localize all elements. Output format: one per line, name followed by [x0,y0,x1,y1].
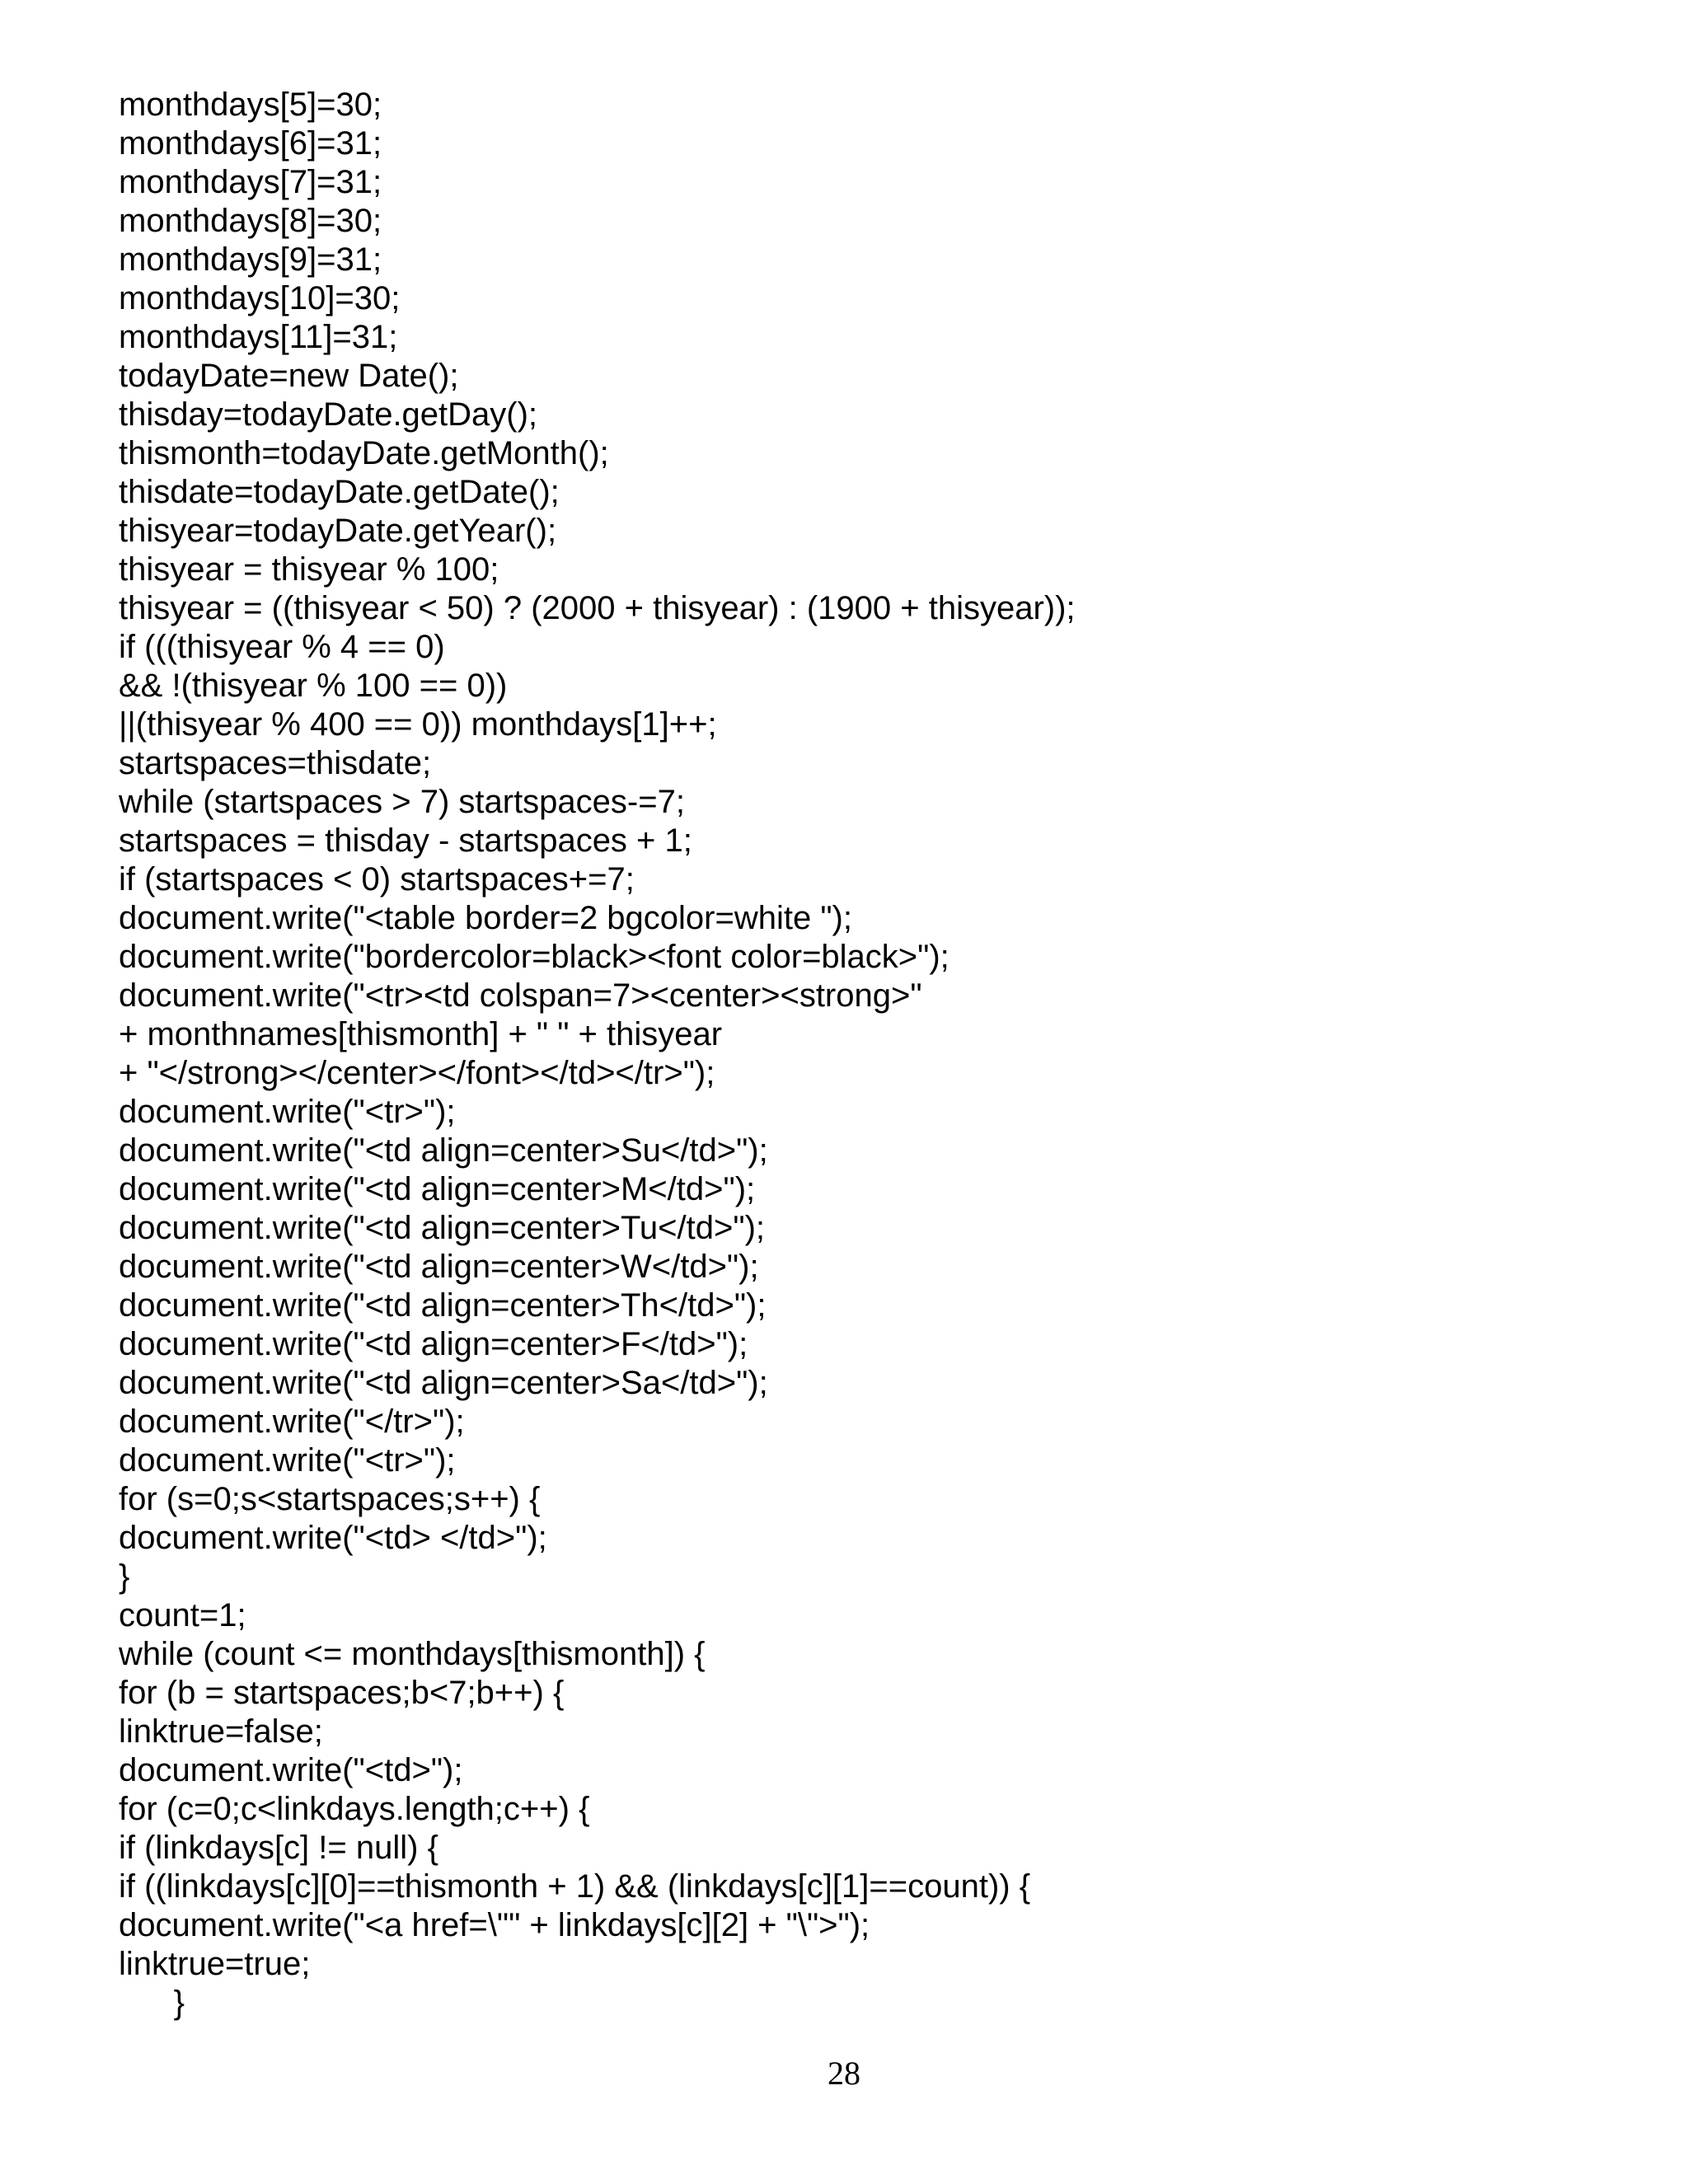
code-line: thisday=todayDate.getDay(); [119,396,538,433]
code-line: if (linkdays[c] != null) { [119,1830,438,1866]
code-line: document.write("<tr><td colspan=7><center><strong>" [119,977,922,1014]
code-line: document.write("<td align=center>Su</td>"); [119,1132,768,1169]
code-line: document.write("<td align=center>M</td>"); [119,1171,756,1207]
code-line: && !(thisyear % 100 == 0)) [119,668,508,704]
code-line: if (((thisyear % 4 == 0) [119,629,445,665]
code-line: document.write("<td align=center>F</td>"); [119,1326,748,1362]
code-line: monthdays[7]=31; [119,164,382,200]
code-line: startspaces = thisday - startspaces + 1; [119,823,692,859]
code-line: if (startspaces < 0) startspaces+=7; [119,861,635,898]
code-line: todayDate=new Date(); [119,358,459,394]
code-line: monthdays[11]=31; [119,319,398,355]
code-line: while (startspaces > 7) startspaces-=7; [119,784,685,820]
code-line: startspaces=thisdate; [119,745,432,781]
code-line: + monthnames[thismonth] + " " + thisyear [119,1016,723,1052]
code-line: monthdays[9]=31; [119,241,382,278]
code-line: document.write("<a href=\"" + linkdays[c][2] + "\">"); [119,1907,870,1943]
code-line: while (count <= monthdays[thismonth]) { [119,1636,706,1672]
code-line: } [119,1558,130,1595]
code-line: document.write("<td align=center>Th</td>"); [119,1287,767,1324]
code-line: document.write("<tr>"); [119,1442,456,1479]
code-line: document.write("<tr>"); [119,1094,456,1130]
code-line: for (b = startspaces;b<7;b++) { [119,1675,565,1711]
code-line: monthdays[10]=30; [119,280,401,316]
code-line: thisyear=todayDate.getYear(); [119,513,557,549]
code-line: + "</strong></center></font></td></tr>"); [119,1055,715,1091]
code-line: document.write("<td align=center>Tu</td>"); [119,1210,766,1246]
code-line: } [119,1985,185,2021]
page-number: 28 [828,2055,860,2092]
code-line: document.write("<td align=center>W</td>"); [119,1249,759,1285]
code-line: thisdate=todayDate.getDate(); [119,474,560,510]
code-line: document.write("</tr>"); [119,1404,465,1440]
code-line: document.write("<td> </td>"); [119,1520,547,1556]
code-line: thismonth=todayDate.getMonth(); [119,435,609,471]
code-line: ||(thisyear % 400 == 0)) monthdays[1]++; [119,706,717,743]
code-line: for (c=0;c<linkdays.length;c++) { [119,1791,590,1827]
code-line: for (s=0;s<startspaces;s++) { [119,1481,541,1517]
code-listing [119,86,1643,2022]
code-line: thisyear = thisyear % 100; [119,551,499,588]
code-line: count=1; [119,1597,246,1633]
code-line: linktrue=true; [119,1946,311,1982]
code-line: monthdays[5]=30; [119,87,382,123]
code-line: linktrue=false; [119,1713,323,1750]
code-line: monthdays[8]=30; [119,203,382,239]
code-line: document.write("<td align=center>Sa</td>"); [119,1365,768,1401]
code-line: document.write("<td>"); [119,1752,463,1788]
code-line: monthdays[6]=31; [119,125,382,162]
code-line: document.write("<table border=2 bgcolor=white "); [119,900,852,936]
code-line: document.write("bordercolor=black><font color=black>"); [119,939,950,975]
code-line: thisyear = ((thisyear < 50) ? (2000 + thisyear) : (1900 + thisyear)); [119,590,1076,626]
code-line: if ((linkdays[c][0]==thismonth + 1) && (linkdays[c][1]==count)) { [119,1868,1031,1905]
